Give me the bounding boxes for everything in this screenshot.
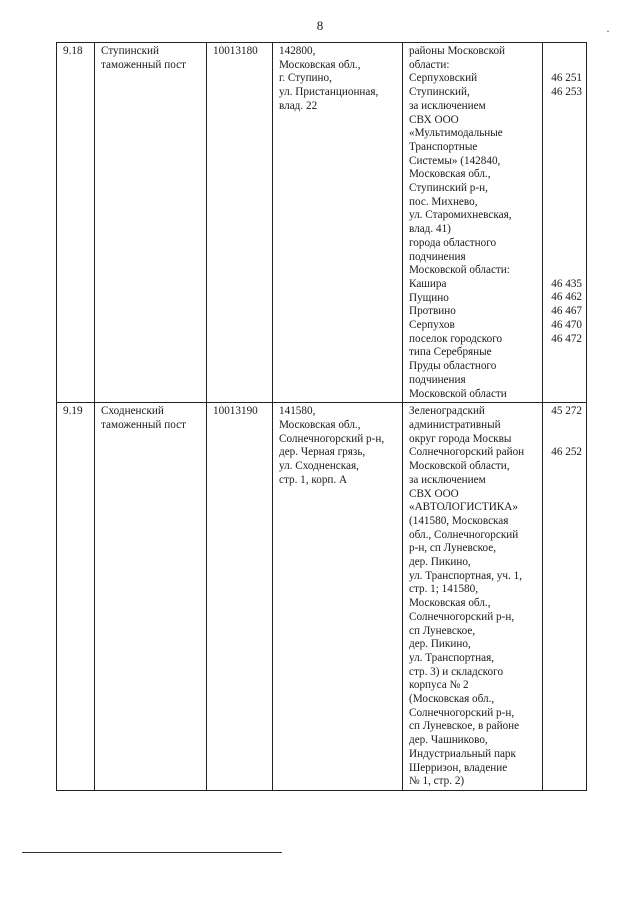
table-row xyxy=(57,43,587,403)
service-area-line: сп Луневское, xyxy=(409,624,476,637)
service-area-line: Системы» (142840, xyxy=(409,154,501,167)
okato-codes-line xyxy=(549,168,582,182)
okato-codes-line xyxy=(549,387,582,401)
service-area-line: районы Московской xyxy=(409,45,506,57)
okato-codes-line xyxy=(549,45,582,59)
service-area-line: стр. 1; 141580, xyxy=(409,583,479,596)
okato-codes-line xyxy=(549,706,582,720)
okato-codes xyxy=(543,403,587,791)
okato-codes-line xyxy=(549,460,582,474)
okato-codes-line xyxy=(549,346,582,360)
okato-codes-line xyxy=(549,611,582,625)
service-area-line: Протвино xyxy=(409,305,456,318)
service-area-line: влад. 41) xyxy=(409,223,451,236)
okato-codes-line xyxy=(549,529,582,543)
okato-codes-line xyxy=(549,693,582,707)
service-area-line: обл., Солнечногорский xyxy=(409,528,519,541)
service-area-line: Кашира xyxy=(409,277,447,290)
service-area-line: Московской области, xyxy=(409,460,510,473)
service-area-line: ул. Старомихневская, xyxy=(409,209,512,222)
okato-codes-line xyxy=(549,487,582,501)
service-area-line: дер. Чашниково, xyxy=(409,734,488,747)
okato-codes-line: 46 470 xyxy=(551,318,582,331)
customs-post-code: 10013180 xyxy=(207,43,273,403)
okato-codes-line xyxy=(549,182,582,196)
service-area-line: Московской области: xyxy=(409,264,510,277)
customs-post-address-line: дер. Черная грязь, xyxy=(279,446,366,459)
okato-codes-line xyxy=(549,597,582,611)
okato-codes-line xyxy=(549,624,582,638)
service-area xyxy=(403,403,543,791)
customs-post-address-line: г. Ступино, xyxy=(279,72,332,85)
service-area-line: Пруды областного xyxy=(409,360,497,373)
okato-codes-line xyxy=(549,250,582,264)
okato-codes-line xyxy=(549,542,582,556)
customs-post-address xyxy=(273,403,403,791)
okato-codes-line xyxy=(549,652,582,666)
customs-post-address-line: влад. 22 xyxy=(279,99,318,112)
service-area-line: Транспортные xyxy=(409,140,478,153)
service-area-line: поселок городского xyxy=(409,332,503,345)
okato-codes-line xyxy=(549,583,582,597)
page-number: 8 xyxy=(316,18,324,33)
service-area-line: (141580, Московская xyxy=(409,514,509,527)
service-area-line: подчинения xyxy=(409,373,466,386)
customs-post-name-line: Сходненский xyxy=(101,405,164,418)
customs-post-name xyxy=(95,43,207,403)
customs-posts-table xyxy=(56,42,587,791)
customs-post-name-line: Ступинский xyxy=(101,45,159,57)
customs-post-address-line: 142800, xyxy=(279,45,316,57)
service-area-line: СВХ ООО xyxy=(409,487,459,500)
service-area-line: Шерризон, владение xyxy=(409,761,508,774)
okato-codes-line xyxy=(549,638,582,652)
service-area-line: Московская обл., xyxy=(409,597,491,610)
okato-codes-line xyxy=(549,113,582,127)
corner-mark: · xyxy=(606,24,610,38)
service-area-line: Солнечногорский р-н, xyxy=(409,610,515,623)
service-area xyxy=(403,43,543,403)
service-area-line: Солнечногорский район xyxy=(409,446,525,459)
okato-codes-line: 46 462 xyxy=(551,291,582,304)
service-area-line: за исключением xyxy=(409,473,486,486)
okato-codes-line: 46 253 xyxy=(551,86,582,99)
service-area-line: Индустриальный парк xyxy=(409,747,516,760)
service-area-line: дер. Пикино, xyxy=(409,556,471,569)
service-area-line: Ступинский, xyxy=(409,86,470,99)
okato-codes-line xyxy=(549,223,582,237)
customs-post-address-line: ул. Пристанционная, xyxy=(279,86,379,99)
service-area-line: области: xyxy=(409,58,450,71)
service-area-line: типа Серебряные xyxy=(409,346,492,359)
okato-codes-line: 46 252 xyxy=(551,446,582,459)
service-area-line: Солнечногорский р-н, xyxy=(409,706,515,719)
service-area-line: (Московская обл., xyxy=(409,693,495,706)
customs-post-name-line: таможенный пост xyxy=(101,418,186,431)
okato-codes-line xyxy=(549,679,582,693)
service-area-line: «АВТОЛОГИСТИКА» xyxy=(409,501,518,514)
okato-codes-line: 46 251 xyxy=(551,72,582,85)
okato-codes-line xyxy=(549,209,582,223)
service-area-line: СВХ ООО xyxy=(409,113,459,126)
customs-post-address-line: Солнечногорский р-н, xyxy=(279,432,385,445)
service-area-line: Серпуховский xyxy=(409,72,478,85)
okato-codes-line xyxy=(549,59,582,73)
service-area-line: подчинения xyxy=(409,250,466,263)
service-area-line: Московской области xyxy=(409,387,507,400)
okato-codes-line xyxy=(549,570,582,584)
service-area-line: № 1, стр. 2) xyxy=(409,775,465,788)
okato-codes xyxy=(543,43,587,403)
customs-post-address-line: Московская обл., xyxy=(279,418,361,431)
customs-post-address-line: ул. Сходненская, xyxy=(279,460,359,473)
service-area-line: Серпухов xyxy=(409,319,455,332)
okato-codes-line xyxy=(549,419,582,433)
customs-post-code: 10013190 xyxy=(207,403,273,791)
service-area-line: корпуса № 2 xyxy=(409,679,469,692)
okato-codes-line xyxy=(549,665,582,679)
customs-post-address-line: стр. 1, корп. А xyxy=(279,473,348,486)
okato-codes-line xyxy=(549,501,582,515)
okato-codes-line xyxy=(549,196,582,210)
footer-rule xyxy=(22,852,282,853)
okato-codes-line xyxy=(549,141,582,155)
service-area-line: ул. Транспортная, уч. 1, xyxy=(409,569,523,582)
okato-codes-line xyxy=(549,100,582,114)
service-area-line: округ города Москвы xyxy=(409,432,512,445)
okato-codes-line xyxy=(549,360,582,374)
okato-codes-line: 46 472 xyxy=(551,332,582,345)
okato-codes-line xyxy=(549,374,582,388)
okato-codes-line xyxy=(549,264,582,278)
okato-codes-line xyxy=(549,761,582,775)
service-area-line: Московская обл., xyxy=(409,168,491,181)
service-area-line: ул. Транспортная, xyxy=(409,651,495,664)
okato-codes-line xyxy=(549,127,582,141)
service-area-line: дер. Пикино, xyxy=(409,638,471,651)
okato-codes-line xyxy=(549,155,582,169)
okato-codes-line xyxy=(549,474,582,488)
okato-codes-line xyxy=(549,237,582,251)
row-number: 9.19 xyxy=(57,403,95,791)
okato-codes-line: 46 467 xyxy=(551,305,582,318)
service-area-line: Зеленоградский xyxy=(409,405,485,418)
customs-post-name xyxy=(95,403,207,791)
service-area-line: Пущино xyxy=(409,291,449,304)
service-area-line: р-н, сп Луневское, xyxy=(409,542,497,555)
okato-codes-line xyxy=(549,775,582,789)
okato-codes-line xyxy=(549,734,582,748)
customs-post-name-line: таможенный пост xyxy=(101,58,186,71)
table-row xyxy=(57,403,587,791)
okato-codes-line xyxy=(549,515,582,529)
service-area-line: города областного xyxy=(409,236,497,249)
service-area-line: административный xyxy=(409,418,501,431)
okato-codes-line xyxy=(549,433,582,447)
service-area-line: стр. 3) и складского xyxy=(409,665,504,678)
customs-post-address-line: Московская обл., xyxy=(279,58,361,71)
service-area-line: сп Луневское, в районе xyxy=(409,720,520,733)
customs-post-address-line: 141580, xyxy=(279,405,316,418)
service-area-line: за исключением xyxy=(409,99,486,112)
okato-codes-line xyxy=(549,720,582,734)
service-area-line: пос. Михнево, xyxy=(409,195,478,208)
service-area-line: Ступинский р-н, xyxy=(409,182,488,195)
okato-codes-line xyxy=(549,556,582,570)
okato-codes-line: 46 435 xyxy=(551,277,582,290)
row-number: 9.18 xyxy=(57,43,95,403)
service-area-line: «Мультимодальные xyxy=(409,127,503,140)
customs-post-address xyxy=(273,43,403,403)
okato-codes-line xyxy=(549,748,582,762)
okato-codes-line: 45 272 xyxy=(551,405,582,418)
